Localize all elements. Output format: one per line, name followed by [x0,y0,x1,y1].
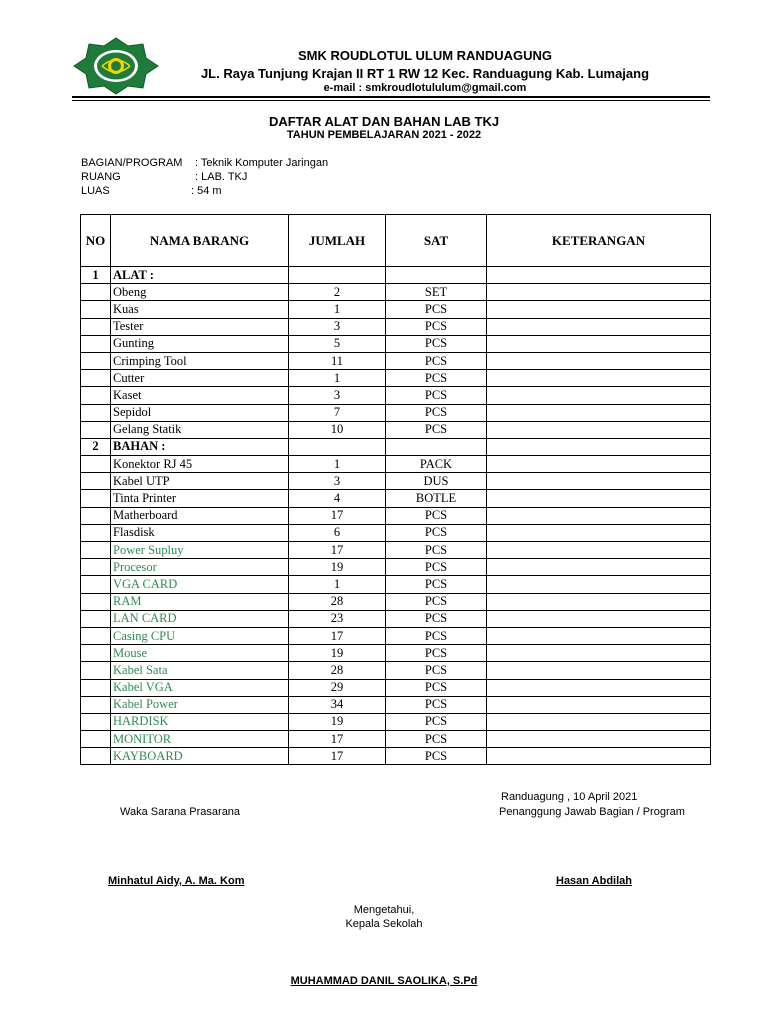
cell-unit: DUS [386,473,487,490]
cell-no [81,593,111,610]
cell-no [81,576,111,593]
column-header-qty: JUMLAH [289,215,386,267]
cell-name: Tinta Printer [111,490,289,507]
cell-no [81,335,111,352]
signature-right-title: Penanggung Jawab Bagian / Program [499,806,685,818]
column-header-unit: SAT [386,215,487,267]
info-bagian [81,157,329,169]
cell-name: KAYBOARD [111,748,289,765]
cell-no [81,645,111,662]
cell-note [487,713,711,730]
cell-name: HARDISK [111,713,289,730]
table-row [81,645,711,662]
cell-no [81,731,111,748]
cell-unit: BOTLE [386,490,487,507]
header-divider-thick [72,96,710,98]
cell-qty: 19 [289,645,386,662]
cell-name: Kuas [111,301,289,318]
cell-name: Casing CPU [111,627,289,644]
cell-qty: 7 [289,404,386,421]
cell-name: Cutter [111,370,289,387]
cell-qty [289,267,386,284]
document-subtitle: TAHUN PEMBELAJARAN 2021 - 2022 [286,129,482,141]
cell-no [81,473,111,490]
cell-unit: PCS [386,696,487,713]
cell-unit: SET [386,284,487,301]
cell-note [487,370,711,387]
cell-note [487,748,711,765]
table-row [81,679,711,696]
cell-note [487,542,711,559]
table-row [81,593,711,610]
cell-note [487,731,711,748]
cell-note [487,610,711,627]
table-header-row [81,215,711,267]
cell-unit: PCS [386,318,487,335]
cell-qty: 23 [289,610,386,627]
column-header-no: NO [81,215,111,267]
table-section-row [81,267,711,284]
cell-name: Mouse [111,645,289,662]
cell-note [487,284,711,301]
cell-note [487,301,711,318]
cell-no [81,696,111,713]
cell-qty: 4 [289,490,386,507]
cell-note [487,352,711,369]
signature-right-name: Hasan Abdilah [556,875,632,887]
cell-no: 1 [81,267,111,284]
cell-note [487,559,711,576]
cell-unit: PCS [386,627,487,644]
header-divider-thin [72,100,710,101]
cell-qty: 17 [289,507,386,524]
table-row [81,456,711,473]
table-row [81,662,711,679]
cell-note [487,524,711,541]
column-header-name: NAMA BARANG [111,215,289,267]
info-ruang-value: : LAB. TKJ [195,171,248,183]
cell-qty: 1 [289,301,386,318]
cell-unit: PCS [386,610,487,627]
table-row [81,352,711,369]
cell-no [81,456,111,473]
table-row [81,387,711,404]
cell-qty: 1 [289,456,386,473]
info-luas-label: LUAS [81,185,110,197]
cell-qty: 1 [289,576,386,593]
cell-unit: PCS [386,576,487,593]
cell-name: Kabel Sata [111,662,289,679]
cell-no [81,421,111,438]
cell-unit: PCS [386,731,487,748]
cell-qty: 10 [289,421,386,438]
cell-unit: PCS [386,645,487,662]
cell-name: RAM [111,593,289,610]
cell-note [487,473,711,490]
cell-qty: 17 [289,627,386,644]
cell-unit: PCS [386,748,487,765]
cell-note [487,421,711,438]
table-row [81,524,711,541]
cell-no [81,627,111,644]
cell-no: 2 [81,438,111,455]
cell-unit: PCS [386,421,487,438]
info-luas-value: : 54 m [191,185,222,197]
cell-qty: 19 [289,559,386,576]
cell-name: Gunting [111,335,289,352]
cell-note [487,490,711,507]
cell-no [81,370,111,387]
cell-qty: 19 [289,713,386,730]
cell-unit: PCS [386,301,487,318]
cell-name: BAHAN : [111,438,289,455]
cell-qty [289,438,386,455]
cell-name: Matherboard [111,507,289,524]
cell-note [487,507,711,524]
table-row [81,370,711,387]
cell-no [81,404,111,421]
cell-unit: PCS [386,352,487,369]
cell-no [81,748,111,765]
cell-name: Power Supluy [111,542,289,559]
cell-note [487,318,711,335]
cell-name: Tester [111,318,289,335]
info-luas [81,185,222,197]
cell-unit [386,438,487,455]
cell-note [487,335,711,352]
cell-qty: 3 [289,387,386,404]
cell-unit [386,267,487,284]
cell-note [487,696,711,713]
cell-unit: PCS [386,662,487,679]
cell-unit: PCS [386,404,487,421]
cell-name: Flasdisk [111,524,289,541]
cell-note [487,662,711,679]
cell-note [487,456,711,473]
school-email: e-mail : smkroudlotululum@gmail.com [323,82,527,94]
table-row [81,731,711,748]
cell-unit: PCS [386,507,487,524]
table-body [81,267,711,765]
school-logo [72,36,160,96]
school-address: JL. Raya Tunjung Krajan II RT 1 RW 12 Kec. Randuagung Kab. Lumajang [200,66,650,81]
cell-no [81,713,111,730]
cell-name: Kabel Power [111,696,289,713]
signature-left-name: Minhatul Aidy, A. Ma. Kom [108,875,245,887]
cell-name: Konektor RJ 45 [111,456,289,473]
signature-date: Randuagung , 10 April 2021 [501,791,638,803]
cell-no [81,284,111,301]
cell-qty: 5 [289,335,386,352]
cell-no [81,610,111,627]
table-section-row [81,438,711,455]
cell-note [487,438,711,455]
cell-name: Procesor [111,559,289,576]
cell-no [81,301,111,318]
table-row [81,318,711,335]
cell-note [487,267,711,284]
cell-note [487,576,711,593]
cell-qty: 34 [289,696,386,713]
table-row [81,301,711,318]
cell-qty: 28 [289,662,386,679]
table-row [81,473,711,490]
cell-note [487,679,711,696]
table-row [81,421,711,438]
column-header-note: KETERANGAN [487,215,711,267]
cell-note [487,645,711,662]
table-row [81,284,711,301]
cell-qty: 17 [289,748,386,765]
cell-name: Sepidol [111,404,289,421]
cell-unit: PCS [386,713,487,730]
table-row [81,576,711,593]
cell-no [81,318,111,335]
cell-name: MONITOR [111,731,289,748]
cell-qty: 6 [289,524,386,541]
cell-no [81,679,111,696]
cell-qty: 3 [289,318,386,335]
table-row [81,748,711,765]
info-bagian-value: : Teknik Komputer Jaringan [195,157,329,169]
cell-no [81,507,111,524]
cell-note [487,404,711,421]
cell-no [81,662,111,679]
cell-unit: PCS [386,559,487,576]
cell-qty: 11 [289,352,386,369]
cell-name: Kabel VGA [111,679,289,696]
cell-no [81,524,111,541]
signature-left-title: Waka Sarana Prasarana [120,806,241,818]
signature-mengetahui: Mengetahui, [353,904,415,916]
info-ruang [81,171,248,183]
cell-no [81,352,111,369]
cell-unit: PCS [386,679,487,696]
info-bagian-label: BAGIAN/PROGRAM [81,157,183,169]
cell-qty: 3 [289,473,386,490]
table-row [81,404,711,421]
school-name: SMK ROUDLOTUL ULUM RANDUAGUNG [298,48,552,63]
table-row [81,696,711,713]
cell-name: Gelang Statik [111,421,289,438]
cell-unit: PCS [386,387,487,404]
table-row [81,610,711,627]
cell-qty: 1 [289,370,386,387]
signature-kepala-name: MUHAMMAD DANIL SAOLIKA, S.Pd [290,975,478,987]
cell-qty: 28 [289,593,386,610]
cell-note [487,627,711,644]
cell-no [81,387,111,404]
cell-qty: 17 [289,542,386,559]
table-row [81,627,711,644]
cell-name: Crimping Tool [111,352,289,369]
cell-no [81,490,111,507]
cell-no [81,542,111,559]
document-title: DAFTAR ALAT DAN BAHAN LAB TKJ [268,114,500,129]
table-row [81,490,711,507]
cell-name: VGA CARD [111,576,289,593]
cell-name: ALAT : [111,267,289,284]
info-ruang-label: RUANG [81,171,121,183]
cell-unit: PCS [386,335,487,352]
cell-qty: 2 [289,284,386,301]
cell-unit: PCS [386,542,487,559]
cell-no [81,559,111,576]
table-row [81,335,711,352]
cell-unit: PCS [386,524,487,541]
inventory-table [80,214,711,765]
cell-note [487,387,711,404]
cell-unit: PACK [386,456,487,473]
cell-name: Kaset [111,387,289,404]
table-row [81,507,711,524]
table-row [81,713,711,730]
table-row [81,559,711,576]
cell-unit: PCS [386,593,487,610]
cell-note [487,593,711,610]
signature-kepala-title: Kepala Sekolah [345,918,423,930]
cell-name: LAN CARD [111,610,289,627]
table-row [81,542,711,559]
cell-name: Kabel UTP [111,473,289,490]
cell-qty: 17 [289,731,386,748]
cell-unit: PCS [386,370,487,387]
cell-qty: 29 [289,679,386,696]
cell-name: Obeng [111,284,289,301]
